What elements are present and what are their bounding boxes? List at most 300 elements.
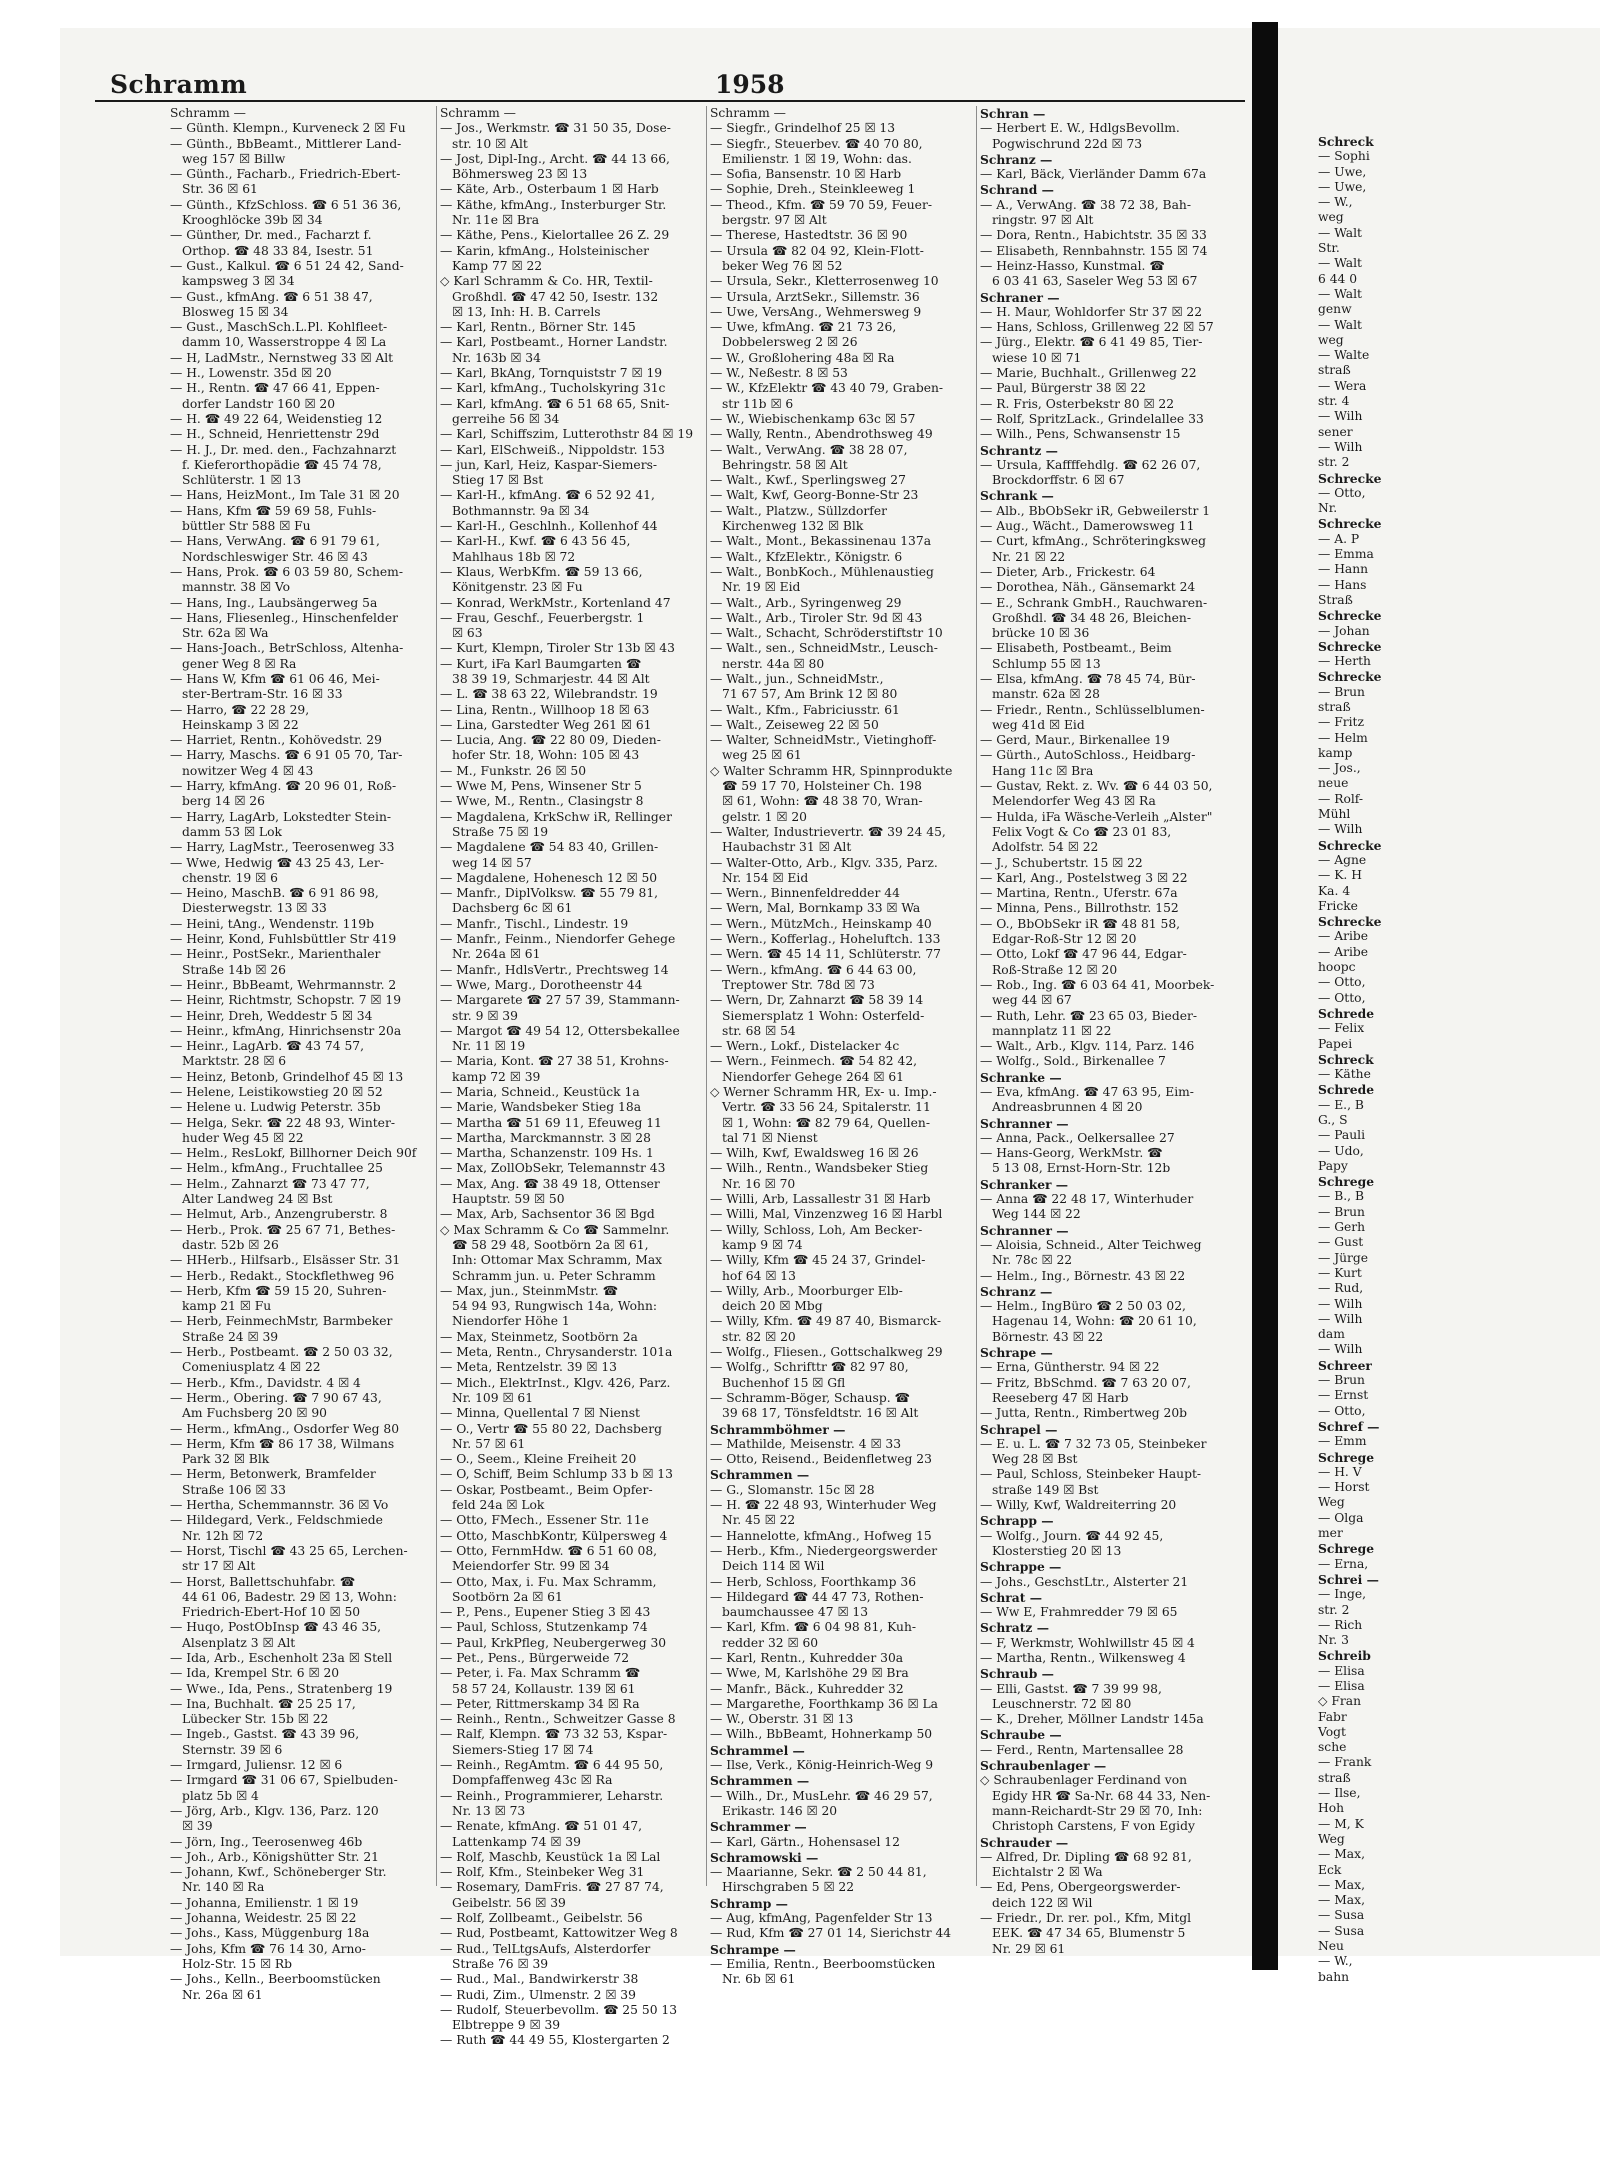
entry-line: — Johs, Kfm ☎ 76 14 30, Arno- xyxy=(170,1941,366,1956)
page-number: 1958 xyxy=(715,70,785,99)
entry-line: — Rud, Kfm ☎ 27 01 14, Sierichstr 44 xyxy=(710,1926,952,1941)
entry-line: — Hildegard ☎ 44 47 73, Rothen- xyxy=(710,1589,924,1604)
entry-line: chenstr. 19 ☒ 6 xyxy=(182,870,278,885)
entry-line: — Walt., sen., SchneidMstr., Leusch- xyxy=(710,641,938,656)
entry-line: — Heino, MaschB. ☎ 6 91 86 98, xyxy=(170,886,379,901)
entry-line: gerreihe 56 ☒ 34 xyxy=(452,411,560,426)
entry-line: — Rosemary, DamFris. ☎ 27 87 74, xyxy=(440,1880,664,1895)
entry-line: — Hann xyxy=(1318,562,1369,577)
entry-line: — Johanna, Emilienstr. 1 ☒ 19 xyxy=(170,1895,359,1910)
entry-line: — jun, Karl, Heiz, Kaspar-Siemers- xyxy=(440,457,658,472)
surname-heading: Schrantz — xyxy=(980,442,1058,458)
entry-line: — Frau, Geschf., Feuerbergstr. 1 xyxy=(440,610,645,625)
entry-line: — Max, Arb, Sachsentor 36 ☒ Bgd xyxy=(440,1207,655,1222)
entry-line: — Horst, Ballettschuhfabr. ☎ xyxy=(170,1574,356,1589)
entry-line: — Olga xyxy=(1318,1510,1364,1525)
header-rule xyxy=(95,100,1245,102)
entry-line: G., S xyxy=(1318,1113,1348,1127)
surname-heading: Schranner — xyxy=(980,1115,1069,1131)
entry-line: Könitgenstr. 23 ☒ Fu xyxy=(452,580,583,595)
entry-line: Kirchenweg 132 ☒ Blk xyxy=(722,519,864,534)
entry-line: Straße 75 ☒ 19 xyxy=(452,824,549,839)
entry-line: — Hertha, Schemmannstr. 36 ☒ Vo xyxy=(170,1498,389,1513)
entry-line: Inh: Ottomar Max Schramm, Max xyxy=(452,1253,663,1268)
entry-line: — Herb., Kfm., Niedergeorgswerder xyxy=(710,1543,938,1558)
entry-line: — Theod., Kfm. ☎ 59 70 59, Feuer- xyxy=(710,197,932,212)
entry-line: Holz-Str. 15 ☒ Rb xyxy=(182,1956,293,1971)
entry-line: — Walt., jun., SchneidMstr., xyxy=(710,671,884,686)
entry-line: str 11b ☒ 6 xyxy=(722,396,794,411)
entry-line: Elbtreppe 9 ☒ 39 xyxy=(452,2018,561,2033)
entry-line: Börnestr. 43 ☒ 22 xyxy=(992,1329,1104,1344)
entry-line: — Harry, LagMstr., Teerosenweg 33 xyxy=(170,840,395,855)
entry-line: mann-Reichardt-Str 29 ☒ 70, Inh: xyxy=(992,1803,1203,1818)
surname-heading: Schrecke xyxy=(1318,638,1382,654)
entry-line: — Otto, Reisend., Beidenfletweg 23 xyxy=(710,1452,932,1467)
entry-line: — Ilse, Verk., König-Heinrich-Weg 9 xyxy=(710,1758,934,1773)
entry-line: — Walt., Zeiseweg 22 ☒ 50 xyxy=(710,717,879,732)
entry-line: — E. u. L. ☎ 7 32 73 05, Steinbeker xyxy=(980,1436,1207,1451)
entry-line: — Wwe, M, Karlshöhe 29 ☒ Bra xyxy=(710,1666,909,1681)
surname-heading: Schrede xyxy=(1318,1082,1375,1098)
entry-line: — Herb., Redakt., Stockflethweg 96 xyxy=(170,1268,395,1283)
surname-heading: Schrecke xyxy=(1318,914,1382,930)
entry-line: — Aug., Wächt., Damerowsweg 11 xyxy=(980,519,1195,534)
entry-line: — Huqo, PostObInsp ☎ 43 46 35, xyxy=(170,1620,382,1635)
entry-line: — Brun xyxy=(1318,1373,1365,1388)
entry-line: — Margarete ☎ 27 57 39, Stammann- xyxy=(440,993,680,1008)
entry-line: — Marie, Buchhalt., Grillenweg 22 xyxy=(980,366,1197,381)
entry-line: Felix Vogt & Co ☎ 23 01 83, xyxy=(992,824,1172,839)
entry-line: Friedrich-Ebert-Hof 10 ☒ 50 xyxy=(182,1605,361,1620)
entry-line: — Hans W, Kfm ☎ 61 06 46, Mei- xyxy=(170,671,380,686)
entry-line: hof 64 ☒ 13 xyxy=(722,1268,796,1283)
entry-line: — Günth. Klempn., Kurveneck 2 ☒ Fu xyxy=(170,121,406,136)
entry-line: — O., Vertr ☎ 55 80 22, Dachsberg xyxy=(440,1421,662,1436)
entry-line: berg 14 ☒ 26 xyxy=(182,794,265,809)
entry-line: — Martha, Schanzenstr. 109 Hs. 1 xyxy=(440,1146,654,1161)
entry-line: Weg xyxy=(1318,1495,1345,1510)
entry-line: — Jörn, Ing., Teerosenweg 46b xyxy=(170,1834,363,1849)
surname-heading: Schraubenlager — xyxy=(980,1758,1107,1774)
entry-line: — Karl, Ang., Postelstweg 3 ☒ 22 xyxy=(980,870,1188,885)
entry-line: — Otto, FernmHdw. ☎ 6 51 60 08, xyxy=(440,1543,658,1558)
entry-line: ◇ Max Schramm & Co ☎ Sammelnr. xyxy=(440,1222,670,1237)
entry-line: — H., Schneid, Henriettenstr 29d xyxy=(170,427,380,442)
entry-line: — Aloisia, Schneid., Alter Teichweg xyxy=(980,1237,1202,1252)
entry-line: str 17 ☒ Alt xyxy=(182,1559,256,1574)
entry-line: Mühl xyxy=(1318,807,1351,822)
entry-line: ☒ 61, Wohn: ☎ 48 38 70, Wran- xyxy=(722,794,923,809)
entry-line: — Therese, Hastedtstr. 36 ☒ 90 xyxy=(710,228,908,243)
entry-line: feld 24a ☒ Lok xyxy=(452,1498,545,1513)
entry-line: Fricke xyxy=(1318,898,1358,913)
entry-line: — Käte, Arb., Osterbaum 1 ☒ Harb xyxy=(440,182,659,197)
entry-line: — Käthe, Pens., Kielortallee 26 Z. 29 xyxy=(440,228,670,243)
entry-line: — Hans, VerwAng. ☎ 6 91 79 61, xyxy=(170,534,380,549)
entry-line: — Siegfr., Steuerbev. ☎ 40 70 80, xyxy=(710,136,923,151)
entry-line: Meiendorfer Str. 99 ☒ 34 xyxy=(452,1559,610,1574)
entry-line: — Mathilde, Meisenstr. 4 ☒ 33 xyxy=(710,1436,902,1451)
entry-line: Diesterwegstr. 13 ☒ 33 xyxy=(182,901,327,916)
column-divider xyxy=(436,106,437,1886)
surname-heading: Schranz — xyxy=(980,1283,1053,1299)
entry-line: — Wilh, Kwf, Ewaldsweg 16 ☒ 26 xyxy=(710,1146,919,1161)
entry-line: — Dorothea, Näh., Gänsemarkt 24 xyxy=(980,580,1196,595)
entry-line: — Wwe, M., Rentn., Clasingstr 8 xyxy=(440,794,644,809)
entry-line: Böhmersweg 23 ☒ 13 xyxy=(452,167,588,182)
entry-line: — Max, xyxy=(1318,1893,1365,1908)
entry-line: Nr. 13 ☒ 73 xyxy=(452,1803,526,1818)
surname-heading: Schratz — xyxy=(980,1620,1049,1636)
surname-heading: Schran — xyxy=(980,106,1046,121)
entry-line: — Karl-H., kfmAng. ☎ 6 52 92 41, xyxy=(440,488,655,503)
entry-line: — Max, xyxy=(1318,1847,1365,1862)
entry-line: ☒ 13, Inh: H. B. Carrels xyxy=(452,304,601,319)
entry-line: weg 25 ☒ 61 xyxy=(722,748,802,763)
entry-line: str. 2 xyxy=(1318,1602,1350,1617)
entry-line: Schramm — xyxy=(170,106,246,120)
entry-line: Siemersplatz 1 Wohn: Osterfeld- xyxy=(722,1008,925,1023)
entry-line: — Heinz, Betonb, Grindelhof 45 ☒ 13 xyxy=(170,1069,404,1084)
entry-line: — Pet., Pens., Bürgerweide 72 xyxy=(440,1650,630,1665)
entry-line: — Heinr., BbBeamt, Wehrmannstr. 2 xyxy=(170,977,397,992)
entry-line: — Otto, xyxy=(1318,1403,1366,1418)
directory-column-3 xyxy=(710,106,972,1987)
entry-line: sener xyxy=(1318,424,1353,439)
entry-line: bahn xyxy=(1318,1969,1350,1984)
entry-line: Schlüterstr. 1 ☒ 13 xyxy=(182,473,302,488)
entry-line: weg xyxy=(1318,332,1344,347)
entry-line: Nr. 57 ☒ 61 xyxy=(452,1436,526,1451)
entry-line: Straße 106 ☒ 33 xyxy=(182,1482,286,1497)
entry-line: Marktstr. 28 ☒ 6 xyxy=(182,1054,287,1069)
entry-line: Nr. 78c ☒ 22 xyxy=(992,1253,1073,1268)
entry-line: Dachsberg 6c ☒ 61 xyxy=(452,901,573,916)
entry-line: — Karin, kfmAng., Holsteinischer xyxy=(440,243,649,258)
entry-line: — Anna, Pack., Oelkersallee 27 xyxy=(980,1130,1175,1145)
entry-line: nowitzer Weg 4 ☒ 43 xyxy=(182,763,314,778)
entry-line: — Herm, Kfm ☎ 86 17 38, Wilmans xyxy=(170,1436,395,1451)
entry-line: — Ilse, xyxy=(1318,1786,1361,1801)
entry-line: — Gustav, Rekt. z. Wv. ☎ 6 44 03 50, xyxy=(980,779,1213,794)
entry-line: Ka. 4 xyxy=(1318,883,1351,898)
entry-line: — Minna, Pens., Billrothstr. 152 xyxy=(980,901,1179,916)
entry-line: ◇ Walter Schramm HR, Spinnprodukte xyxy=(710,763,953,778)
entry-line: — Wilh xyxy=(1318,822,1363,837)
entry-line: Sootbörn 2a ☒ 61 xyxy=(452,1589,563,1604)
column-divider xyxy=(706,106,707,1886)
entry-line: — Max, ZollObSekr, Telemannstr 43 xyxy=(440,1161,666,1176)
entry-line: — Johan xyxy=(1318,623,1370,638)
entry-line: — Wera xyxy=(1318,378,1367,393)
entry-line: Lübecker Str. 15b ☒ 22 xyxy=(182,1712,329,1727)
entry-line: — M, K xyxy=(1318,1816,1364,1831)
entry-line: 58 57 24, Kollaustr. 139 ☒ 61 xyxy=(452,1681,636,1696)
entry-line: — Willy, Kfm. ☎ 49 87 40, Bismarck- xyxy=(710,1314,942,1329)
entry-line: — Jost, Dipl-Ing., Archt. ☎ 44 13 66, xyxy=(440,151,670,166)
entry-line: 5 13 08, Ernst-Horn-Str. 12b xyxy=(992,1161,1171,1176)
entry-line: Nr. 264a ☒ 61 xyxy=(452,947,541,962)
entry-line: — H. ☎ 22 48 93, Winterhuder Weg xyxy=(710,1498,937,1513)
entry-line: Nr. 3 xyxy=(1318,1633,1349,1648)
entry-line: Eichtalstr 2 ☒ Wa xyxy=(992,1865,1103,1880)
entry-line: — Walt xyxy=(1318,317,1362,332)
entry-line: neue xyxy=(1318,776,1349,791)
entry-line: — Wern. ☎ 45 14 11, Schlüterstr. 77 xyxy=(710,947,941,962)
entry-line: brücke 10 ☒ 36 xyxy=(992,626,1090,641)
entry-line: Str. 36 ☒ 61 xyxy=(182,182,258,197)
entry-line: — Emilia, Rentn., Beerboomstücken xyxy=(710,1956,936,1971)
entry-line: — Wilh., Dr., MusLehr. ☎ 46 29 57, xyxy=(710,1788,933,1803)
entry-line: — Max, Ang. ☎ 38 49 18, Ottenser xyxy=(440,1176,660,1191)
surname-heading: Schrammen — xyxy=(710,1773,810,1789)
entry-line: — Karl, Rentn., Börner Str. 145 xyxy=(440,320,636,335)
entry-line: — Horst, Tischl ☎ 43 25 65, Lerchen- xyxy=(170,1543,408,1558)
surname-heading: Schrecke xyxy=(1318,837,1382,853)
entry-line: — Hannelotte, kfmAng., Hofweg 15 xyxy=(710,1528,932,1543)
entry-line: — Heinz-Hasso, Kunstmal. ☎ xyxy=(980,258,1165,273)
entry-line: — Dieter, Arb., Frickestr. 64 xyxy=(980,564,1156,579)
surname-heading: Schrammen — xyxy=(710,1467,810,1483)
entry-line: — Gerh xyxy=(1318,1220,1366,1235)
entry-line: — W., Großlohering 48a ☒ Ra xyxy=(710,350,895,365)
entry-line: — Wilh xyxy=(1318,1342,1363,1357)
entry-line: — Kurt, Klempn, Tiroler Str 13b ☒ 43 xyxy=(440,641,675,656)
entry-line: Dompfaffenweg 43c ☒ Ra xyxy=(452,1773,613,1788)
entry-line: — Agne xyxy=(1318,852,1367,867)
column-divider xyxy=(976,106,977,1886)
entry-line: — Wolfg., Sold., Birkenallee 7 xyxy=(980,1054,1166,1069)
entry-line: weg 41d ☒ Eid xyxy=(992,717,1085,732)
entry-line: — Ernst xyxy=(1318,1388,1369,1403)
entry-line: — Gust., kfmAng. ☎ 6 51 38 47, xyxy=(170,289,373,304)
entry-line: — Harry, kfmAng. ☎ 20 96 01, Roß- xyxy=(170,779,397,794)
entry-line: Niendorfer Höhe 1 xyxy=(452,1314,570,1329)
entry-line: — Susa xyxy=(1318,1923,1365,1938)
entry-line: — W., Wiebischenkamp 63c ☒ 57 xyxy=(710,411,916,426)
entry-line: Pogwischrund 22d ☒ 73 xyxy=(992,136,1143,151)
entry-line: Roß-Straße 12 ☒ 20 xyxy=(992,962,1118,977)
entry-line: — Hans, Ing., Laubsängerweg 5a xyxy=(170,595,378,610)
entry-line: kampsweg 3 ☒ 34 xyxy=(182,274,295,289)
entry-line: Straß xyxy=(1318,592,1353,607)
surname-heading: Schreck xyxy=(1318,1051,1374,1067)
entry-line: — Helmut, Arb., Anzengruberstr. 8 xyxy=(170,1207,388,1222)
entry-line: — Gürth., AutoSchloss., Heidbarg- xyxy=(980,748,1196,763)
entry-line: — Helm., Ing., Börnestr. 43 ☒ 22 xyxy=(980,1268,1186,1283)
entry-line: — Wern., Kofferlag., Hoheluftch. 133 xyxy=(710,932,941,947)
entry-line: — Herbert E. W., HdlgsBevollm. xyxy=(980,121,1180,136)
entry-line: — Horst xyxy=(1318,1480,1370,1495)
entry-line: — Wilh., Rentn., Wandsbeker Stieg xyxy=(710,1161,929,1176)
entry-line: — J., Schubertstr. 15 ☒ 22 xyxy=(980,855,1143,870)
entry-line: Vogt xyxy=(1318,1724,1346,1739)
entry-line: Haubachstr 31 ☒ Alt xyxy=(722,840,852,855)
entry-line: Orthop. ☎ 48 33 84, Isestr. 51 xyxy=(182,243,374,258)
entry-line: — Rolf, SpritzLack., Grindelallee 33 xyxy=(980,411,1204,426)
entry-line: Alsenplatz 3 ☒ Alt xyxy=(182,1635,296,1650)
entry-line: — Herb., Kfm., Davidstr. 4 ☒ 4 xyxy=(170,1375,361,1390)
entry-line: Vertr. ☎ 33 56 24, Spitalerstr. 11 xyxy=(722,1100,931,1115)
entry-line: beker Weg 76 ☒ 52 xyxy=(722,258,843,273)
entry-line: Am Fuchsberg 20 ☒ 90 xyxy=(182,1406,327,1421)
entry-line: — Otto, xyxy=(1318,990,1366,1005)
entry-line: kamp 72 ☒ 39 xyxy=(452,1069,541,1084)
entry-line: — Ursula ☎ 82 04 92, Klein-Flott- xyxy=(710,243,924,258)
entry-line: Hauptstr. 59 ☒ 50 xyxy=(452,1192,565,1207)
entry-line: — Hans xyxy=(1318,577,1367,592)
entry-line: Schramm — xyxy=(440,106,516,120)
entry-line: — Brun xyxy=(1318,1204,1365,1219)
entry-line: — Karl, Postbeamt., Horner Landstr. xyxy=(440,335,668,350)
entry-line: str. 4 xyxy=(1318,394,1350,409)
entry-line: Leuschnerstr. 72 ☒ 80 xyxy=(992,1696,1132,1711)
entry-line: — HHerb., Hilfsarb., Elsässer Str. 31 xyxy=(170,1253,401,1268)
entry-line: Neu xyxy=(1318,1939,1344,1954)
entry-line: — Walt., Schacht, Schröderstiftstr 10 xyxy=(710,626,943,641)
entry-line: — K. H xyxy=(1318,868,1362,883)
entry-line: — Käthe xyxy=(1318,1067,1371,1082)
entry-line: Nr. 154 ☒ Eid xyxy=(722,870,809,885)
entry-line: — Uwe, xyxy=(1318,179,1367,194)
entry-line: — Wern., Binnenfeldredder 44 xyxy=(710,886,900,901)
entry-line: — Herm., Obering. ☎ 7 90 67 43, xyxy=(170,1390,382,1405)
entry-line: — Heinr, Richtmstr, Schopstr. 7 ☒ 19 xyxy=(170,993,402,1008)
entry-line: Lattenkamp 74 ☒ 39 xyxy=(452,1834,581,1849)
entry-line: tal 71 ☒ Nienst xyxy=(722,1130,818,1145)
entry-line: — W., xyxy=(1318,1954,1353,1969)
surname-heading: Schrand — xyxy=(980,182,1054,198)
entry-line: — Irmgard ☎ 31 06 67, Spielbuden- xyxy=(170,1773,398,1788)
entry-line: Dobbelersweg 2 ☒ 26 xyxy=(722,335,858,350)
entry-line: — Otto, xyxy=(1318,485,1366,500)
directory-column-1 xyxy=(170,106,432,2002)
surname-heading: Schref — xyxy=(1318,1418,1380,1434)
entry-line: — Ferd., Rentn, Martensallee 28 xyxy=(980,1742,1184,1757)
entry-line: — Karl, Gärtn., Hohensasel 12 xyxy=(710,1834,900,1849)
entry-line: — Karl-H., Kwf. ☎ 6 43 56 45, xyxy=(440,534,631,549)
surname-heading: Schranke — xyxy=(980,1069,1062,1085)
entry-line: — Walt., KfzElektr., Königstr. 6 xyxy=(710,549,903,564)
entry-line: baumchaussee 47 ☒ 13 xyxy=(722,1605,869,1620)
entry-line: — Walt xyxy=(1318,286,1362,301)
entry-line: Straße 24 ☒ 39 xyxy=(182,1329,279,1344)
entry-line: EEK. ☎ 47 34 65, Blumenstr 5 xyxy=(992,1926,1186,1941)
entry-line: — Rud., Mal., Bandwirkerstr 38 xyxy=(440,1972,639,1987)
entry-line: Niendorfer Gehege 264 ☒ 61 xyxy=(722,1069,904,1084)
entry-line: Hoh xyxy=(1318,1801,1345,1816)
entry-line: — Paul, Schloss, Stutzenkamp 74 xyxy=(440,1620,648,1635)
entry-line: — Wolfg., Journ. ☎ 44 92 45, xyxy=(980,1528,1164,1543)
page-header xyxy=(95,70,1245,110)
entry-line: Park 32 ☒ Blk xyxy=(182,1452,270,1467)
entry-line: Heinskamp 3 ☒ 22 xyxy=(182,717,299,732)
entry-line: — Rud., TelLtgsAufs, Alsterdorfer xyxy=(440,1941,651,1956)
entry-line: weg 157 ☒ Billw xyxy=(182,151,286,166)
entry-line: — Rolf- xyxy=(1318,791,1364,806)
entry-line: — Paul, Bürgerstr 38 ☒ 22 xyxy=(980,381,1146,396)
surname-heading: Schrammel — xyxy=(710,1742,805,1758)
entry-line: Reeseberg 47 ☒ Harb xyxy=(992,1390,1129,1405)
entry-line: — H, LadMstr., Nernstweg 33 ☒ Alt xyxy=(170,350,394,365)
entry-line: — Peter, i. Fa. Max Schramm ☎ xyxy=(440,1666,641,1681)
entry-line: Nr. 6b ☒ 61 xyxy=(722,1972,796,1987)
entry-line: Krooghlöcke 39b ☒ 34 xyxy=(182,213,323,228)
entry-line: Schramm jun. u. Peter Schramm xyxy=(452,1268,656,1283)
entry-line: — Brun xyxy=(1318,684,1365,699)
entry-line: — Walt., BonbKoch., Mühlenaustieg xyxy=(710,564,934,579)
entry-line: — Manfr., Tischl., Lindestr. 19 xyxy=(440,916,629,931)
surname-heading: Schrecke xyxy=(1318,669,1382,685)
entry-line: — W., KfzElektr ☎ 43 40 79, Graben- xyxy=(710,381,944,396)
entry-line: — Ingeb., Gastst. ☎ 43 39 96, xyxy=(170,1727,360,1742)
entry-line: Klosterstieg 20 ☒ 13 xyxy=(992,1543,1122,1558)
entry-line: Andreasbrunnen 4 ☒ 20 xyxy=(992,1100,1143,1115)
entry-line: Papy xyxy=(1318,1158,1348,1173)
entry-line: — Jos., xyxy=(1318,761,1361,776)
entry-line: kamp 21 ☒ Fu xyxy=(182,1299,272,1314)
entry-line: — K., Dreher, Möllner Landstr 145a xyxy=(980,1712,1204,1727)
entry-line: — Willy, Schloss, Loh, Am Becker- xyxy=(710,1222,923,1237)
entry-line: — Kurt xyxy=(1318,1265,1362,1280)
entry-line: — Marie, Wandsbeker Stieg 18a xyxy=(440,1100,642,1115)
entry-line: — Manfr., Bäck., Kuhredder 32 xyxy=(710,1681,904,1696)
entry-line: mannstr. 38 ☒ Vo xyxy=(182,580,291,595)
entry-line: — Walt xyxy=(1318,225,1362,240)
entry-line: — Maria, Schneid., Keustück 1a xyxy=(440,1085,640,1099)
entry-line: sche xyxy=(1318,1740,1347,1755)
surname-heading: Schrege xyxy=(1318,1449,1375,1465)
surname-heading: Schranker — xyxy=(980,1176,1069,1192)
entry-line: — Johanna, Weidestr. 25 ☒ 22 xyxy=(170,1911,357,1926)
entry-line: — Heinr., LagArb. ☎ 43 74 57, xyxy=(170,1039,365,1054)
entry-line: — Walter-Otto, Arb., Klgv. 335, Parz. xyxy=(710,855,938,870)
entry-line: — Walte xyxy=(1318,348,1370,363)
entry-line: Alter Landweg 24 ☒ Bst xyxy=(182,1192,333,1207)
entry-line: Hagenau 14, Wohn: ☎ 20 61 10, xyxy=(992,1314,1197,1329)
entry-line: — Wilh xyxy=(1318,409,1363,424)
entry-line: Adolfstr. 54 ☒ 22 xyxy=(992,840,1099,855)
entry-line: — Felix xyxy=(1318,1021,1365,1036)
entry-line: 6 44 0 xyxy=(1318,271,1358,286)
entry-line: — Susa xyxy=(1318,1908,1365,1923)
entry-line: — Max, Steinmetz, Sootbörn 2a xyxy=(440,1329,638,1344)
entry-line: Eck xyxy=(1318,1862,1342,1877)
entry-line: — Helm., Zahnarzt ☎ 73 47 77, xyxy=(170,1176,370,1191)
entry-line: — Willy, Kwf, Waldreiterring 20 xyxy=(980,1498,1177,1513)
entry-line: Nr. 11 ☒ 19 xyxy=(452,1039,526,1054)
entry-line: Mahlhaus 18b ☒ 72 xyxy=(452,549,576,564)
entry-line: — Wilh., Pens, Schwansenstr 15 xyxy=(980,427,1181,442)
entry-line: Nr. 109 ☒ 61 xyxy=(452,1390,534,1405)
entry-line: — Helga, Sekr. ☎ 22 48 93, Winter- xyxy=(170,1115,395,1130)
entry-line: — Maria, Kont. ☎ 27 38 51, Krohns- xyxy=(440,1054,669,1069)
entry-line: — Friedr., Rentn., Schlüsselblumen- xyxy=(980,702,1205,717)
entry-line: — G., Slomanstr. 15c ☒ 28 xyxy=(710,1482,875,1497)
entry-line: — Ralf, Klempn. ☎ 73 32 53, Kspar- xyxy=(440,1727,668,1742)
entry-line: Schlump 55 ☒ 13 xyxy=(992,656,1101,671)
entry-line: — Margarethe, Foorthkamp 36 ☒ La xyxy=(710,1696,938,1711)
entry-line: weg 14 ☒ 57 xyxy=(452,855,532,870)
entry-line: 6 03 41 63, Saseler Weg 53 ☒ 67 xyxy=(992,274,1198,289)
entry-line: — Heinr, Kond, Fuhlsbüttler Str 419 xyxy=(170,932,397,947)
book-spine xyxy=(1252,22,1278,1970)
entry-line: weg xyxy=(1318,210,1344,225)
entry-line: Comeniusplatz 4 ☒ 22 xyxy=(182,1360,321,1375)
entry-line: — Martha ☎ 51 69 11, Efeuweg 11 xyxy=(440,1115,662,1130)
entry-line: — Fritz xyxy=(1318,715,1364,730)
